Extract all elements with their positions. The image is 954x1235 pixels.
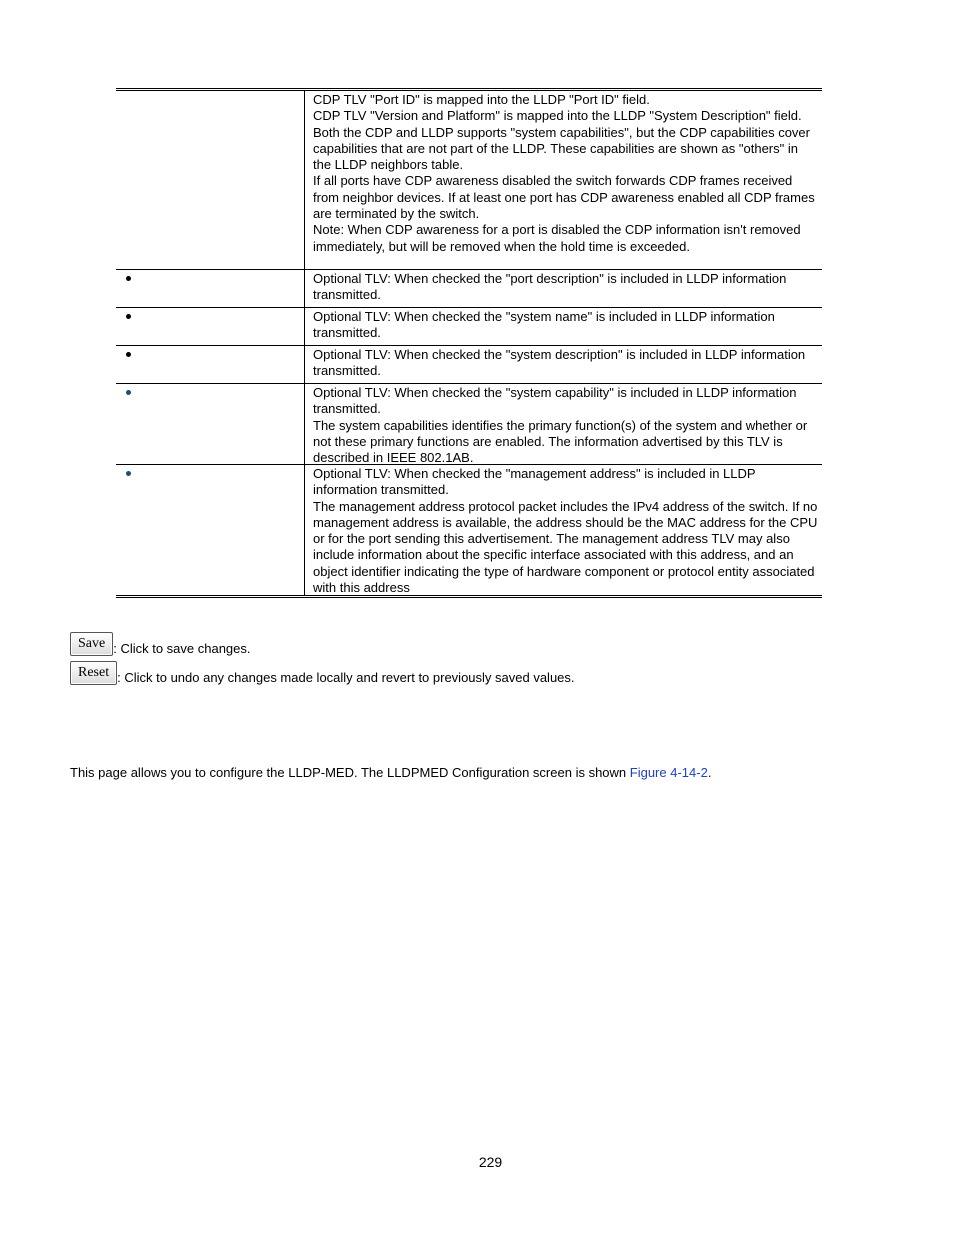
- description-line: CDP TLV "Version and Platform" is mapped into the LLDP "System Description" field.: [313, 108, 802, 124]
- description-line: CDP TLV "Port ID" is mapped into the LLDP "Port ID" field.: [313, 92, 650, 107]
- parameter-cell: [116, 465, 305, 595]
- reset-button-description: : Click to undo any changes made locally and revert to previously saved values.: [117, 670, 575, 685]
- page-number: 229: [478, 1154, 503, 1170]
- description-line: The system capabilities identifies the primary function(s) of the system and whether or not these primary functions are enabled. The information advertised by this TLV is described in IEEE 802.1AB.: [313, 417, 808, 466]
- description-cell: [305, 270, 822, 307]
- table-row: [116, 345, 822, 383]
- save-button[interactable]: Save: [70, 632, 113, 656]
- table-row: [116, 307, 822, 345]
- figure-link[interactable]: Figure 4-14-2: [629, 765, 708, 780]
- description-line: If all ports have CDP awareness disabled the switch forwards CDP frames received from neighbor devices. If at least one port has CDP awareness enabled all CDP frames are terminated by the switch.: [313, 173, 815, 222]
- description-line: Optional TLV: When checked the "system capability" is included in LLDP information transmitted.: [313, 385, 797, 417]
- description-cell: [305, 308, 822, 345]
- intro-text: This page allows you to configure the LLDP-MED. The LLDPMED Configuration screen is shown: [70, 765, 630, 780]
- bullet-icon: [126, 390, 131, 395]
- description-line: Optional TLV: When checked the "system description" is included in LLDP information transmitted.: [313, 347, 806, 379]
- bullet-icon: [126, 471, 131, 476]
- description-cell: [305, 465, 822, 595]
- description-line: Optional TLV: When checked the "system name" is included in LLDP information transmitted.: [313, 309, 775, 341]
- description-line: Optional TLV: When checked the "port description" is included in LLDP information transmitted.: [313, 271, 787, 303]
- parameter-table: [116, 88, 822, 598]
- intro-suffix: .: [707, 765, 712, 780]
- description-line: Note: When CDP awareness for a port is disabled the CDP information isn't removed immediately, but will be removed when the hold time is exceeded.: [313, 222, 801, 254]
- reset-button[interactable]: Reset: [70, 661, 117, 685]
- bullet-icon: [126, 352, 131, 357]
- description-cell: [305, 346, 822, 383]
- parameter-cell: [116, 384, 305, 464]
- description-cell: [305, 91, 822, 269]
- parameter-cell: [116, 91, 305, 269]
- description-line: Both the CDP and LLDP supports "system capabilities", but the CDP capabilities cover capabilities that are not part of the LLDP. These capabilities are shown as "others" in the LLDP neighbors table.: [313, 124, 810, 173]
- reset-button-row: [70, 661, 575, 685]
- parameter-cell: [116, 308, 305, 345]
- table-row: [116, 464, 822, 595]
- save-button-description: : Click to save changes.: [113, 641, 251, 656]
- table-row: [116, 383, 822, 464]
- description-cell: [305, 384, 822, 464]
- intro-paragraph: [70, 765, 711, 781]
- table-row: [116, 91, 822, 269]
- parameter-cell: [116, 346, 305, 383]
- description-line: The management address protocol packet includes the IPv4 address of the switch. If no management address is available, the address should be the MAC address for the CPU or for the port sending this advertisement. The management address TLV may also include information about the specific interface associated with this address, and an object identifier indicating the type of hardware component or protocol entity associated with this address: [313, 498, 818, 596]
- save-button-row: [70, 632, 251, 656]
- description-line: Optional TLV: When checked the "management address" is included in LLDP information transmitted.: [313, 466, 756, 498]
- bullet-icon: [126, 314, 131, 319]
- parameter-cell: [116, 270, 305, 307]
- bullet-icon: [126, 276, 131, 281]
- table-row: [116, 269, 822, 307]
